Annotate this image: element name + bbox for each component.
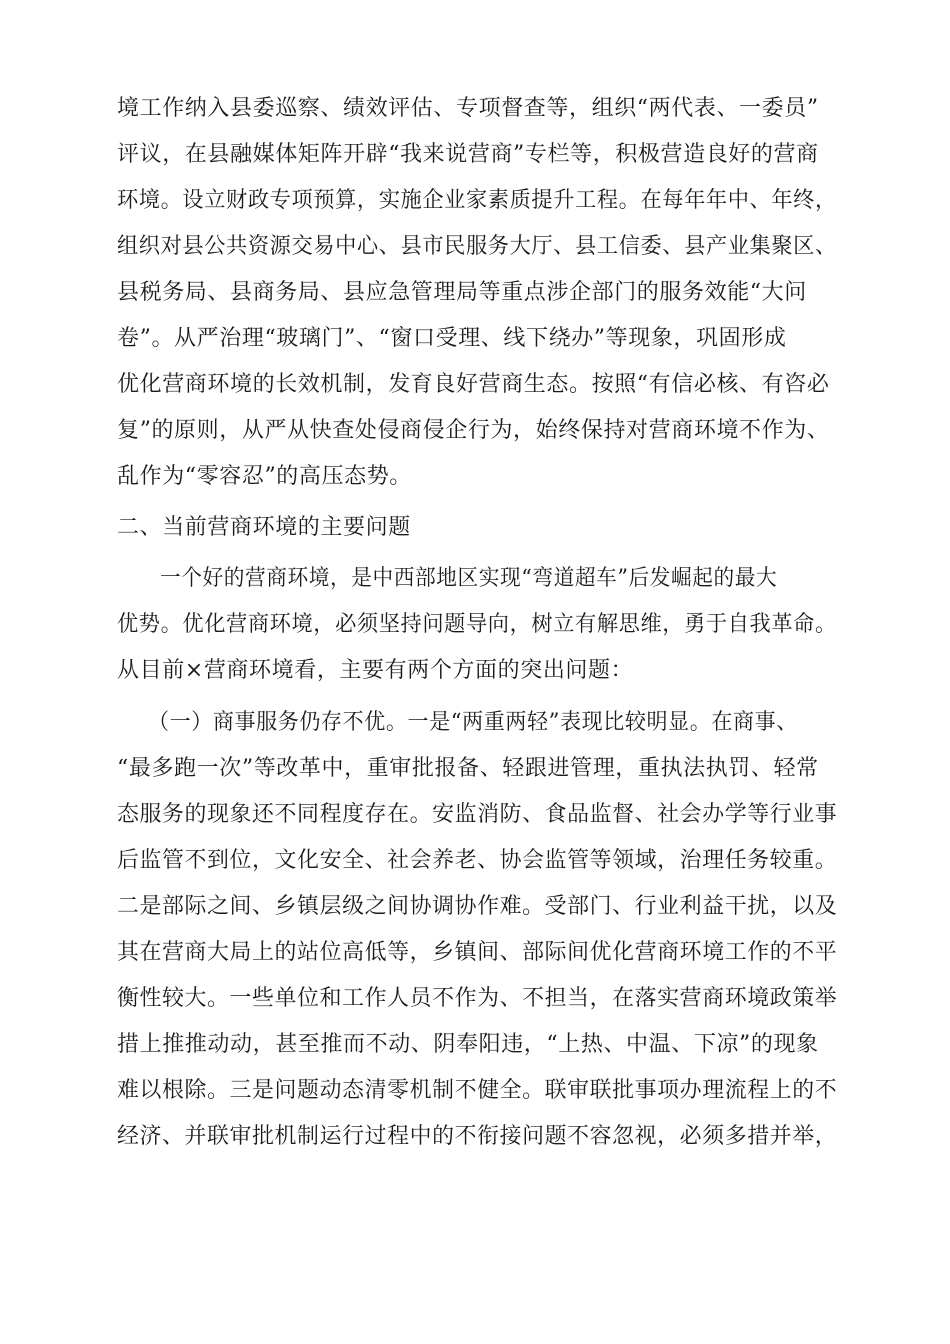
- paragraph-line: 二是部际之间、乡镇层级之间协调协作难。受部门、行业利益干扰，以及: [117, 894, 838, 919]
- paragraph-line: 乱作为“零容忍”的高压态势。: [117, 464, 412, 489]
- paragraph-line: 环境。设立财政专项预算，实施企业家素质提升工程。在每年年中、年终，: [117, 188, 837, 213]
- section-heading: 二、当前营商环境的主要问题: [117, 515, 411, 540]
- paragraph-line: 境工作纳入县委巡察、绩效评估、专项督查等，组织“两代表、一委员”: [117, 96, 819, 121]
- paragraph-line: 从目前×营商环境看，主要有两个方面的突出问题：: [117, 658, 634, 683]
- paragraph-line: 措上推推动动，甚至推而不动、阴奉阳违，“上热、中温、下凉”的现象: [117, 1032, 819, 1057]
- paragraph-line: 难以根除。三是问题动态清零机制不健全。联审联批事项办理流程上的不: [117, 1078, 838, 1103]
- paragraph-line: 组织对县公共资源交易中心、县市民服务大厅、县工信委、县产业集聚区、: [117, 234, 837, 259]
- paragraph-line: 优势。优化营商环境，必须坚持问题导向，树立有解思维，勇于自我革命。: [117, 612, 837, 637]
- paragraph-line: 优化营商环境的长效机制，发育良好营商生态。按照“有信必核、有咨必: [117, 372, 830, 397]
- paragraph-line: 衡性较大。一些单位和工作人员不作为、不担当，在落实营商环境政策举: [117, 986, 838, 1011]
- paragraph-line: “最多跑一次”等改革中，重审批报备、轻跟进管理，重执法执罚、轻常: [117, 756, 819, 781]
- paragraph-line: 态服务的现象还不同程度存在。安监消防、食品监督、社会办学等行业事: [117, 802, 838, 827]
- paragraph-line: 其在营商大局上的站位高低等，乡镇间、部际间优化营商环境工作的不平: [117, 940, 838, 965]
- paragraph-line: 复”的原则，从严从快查处侵商侵企行为，始终保持对营商环境不作为、: [117, 418, 830, 443]
- paragraph-line: （一）商事服务仍存不优。一是“两重两轻”表现比较明显。在商事、: [148, 710, 798, 735]
- paragraph-line: 经济、并联审批机制运行过程中的不衔接问题不容忽视，必须多措并举，: [117, 1124, 838, 1149]
- paragraph-line: 卷”。从严治理“玻璃门”、“窗口受理、线下绕办”等现象，巩固形成: [117, 326, 787, 351]
- paragraph-line: 一个好的营商环境，是中西部地区实现“弯道超车”后发崛起的最大: [160, 566, 778, 591]
- paragraph-line: 后监管不到位，文化安全、社会养老、协会监管等领域，治理任务较重。: [117, 848, 838, 873]
- paragraph-line: 县税务局、县商务局、县应急管理局等重点涉企部门的服务效能“大问: [117, 280, 807, 305]
- paragraph-line: 评议，在县融媒体矩阵开辟“我来说营商”专栏等，积极营造良好的营商: [117, 142, 819, 167]
